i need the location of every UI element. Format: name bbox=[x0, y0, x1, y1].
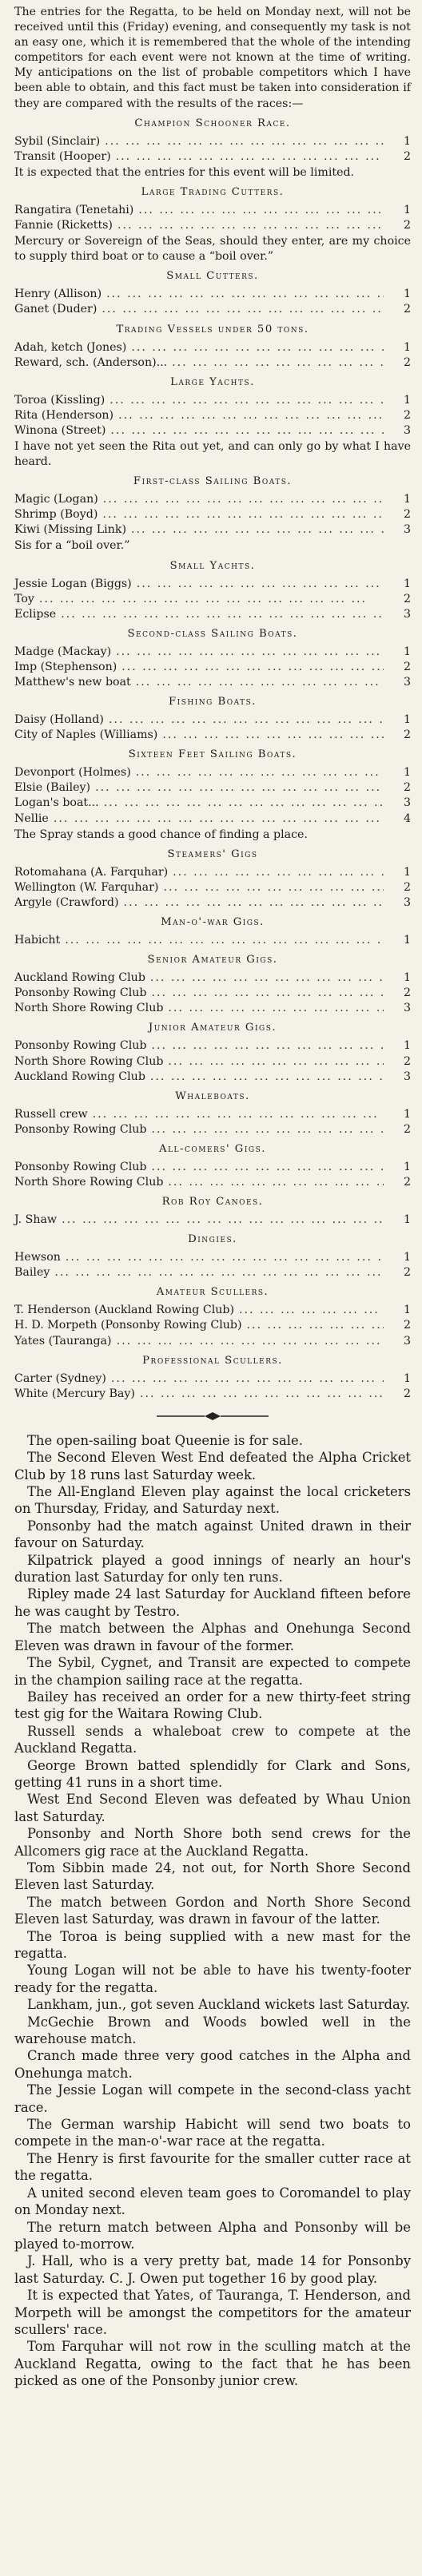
leader-dots bbox=[102, 287, 384, 302]
entry-row bbox=[14, 1070, 411, 1085]
entry-place: 3 bbox=[403, 796, 411, 810]
entry-name: H. D. Morpeth (Ponsonby Rowing Club) bbox=[14, 1319, 242, 1332]
entry-name: Auckland Rowing Club bbox=[14, 971, 145, 985]
entry-name: Transit (Hooper) bbox=[14, 149, 111, 163]
entry-row bbox=[14, 134, 411, 149]
news-item: The open-sailing boat Queenie is for sale. bbox=[27, 1432, 303, 1448]
entry-row bbox=[14, 1175, 411, 1190]
news-item: A united second eleven team goes to Coromandel to play on Monday next. bbox=[14, 2185, 411, 2218]
news-item: J. Hall, who is a very pretty bat, made 14 for Ponsonby last Saturday. C. J. Owen put together 16 by good play. bbox=[14, 2253, 411, 2286]
news-item: McGechie Brown and Woods bowled well in the warehouse match. bbox=[14, 2014, 411, 2047]
entry-row bbox=[14, 933, 411, 948]
entry-name: Toy bbox=[14, 592, 34, 605]
entry-name: Wellington (W. Farquhar) bbox=[14, 880, 159, 894]
entry-row bbox=[14, 796, 411, 811]
entry-place: 3 bbox=[403, 423, 411, 437]
entry-name: Bailey bbox=[14, 1266, 50, 1280]
section-heading: Small Cutters. bbox=[166, 270, 259, 283]
leader-dots bbox=[99, 796, 384, 811]
intro-paragraph: The entries for the Regatta, to be held on Monday next, will not be received until this (Friday) evening, and consequently my task is not an easy one, which it is remembered that the whole of the intending competitors for each event were not known at the time of writing. My anticipations on the list of probable competitors which I have been able to obtain, and this fact must be taken into consideration if they are compared with the results of the races:— bbox=[14, 6, 411, 110]
leader-dots bbox=[234, 1303, 384, 1318]
entry-place: 1 bbox=[403, 493, 411, 506]
entry-row bbox=[14, 1303, 411, 1318]
entry-row bbox=[14, 880, 411, 895]
entry-place: 2 bbox=[403, 508, 411, 522]
news-item: Tom Sibbin made 24, not out, for North Shore Second Eleven last Saturday. bbox=[14, 1860, 411, 1893]
leader-dots bbox=[126, 340, 384, 355]
entry-name: Adah, ketch (Jones) bbox=[14, 340, 127, 354]
leader-dots bbox=[126, 522, 384, 538]
entry-row bbox=[14, 1318, 411, 1333]
entry-place: 2 bbox=[403, 728, 411, 742]
leader-dots bbox=[56, 607, 384, 622]
entry-name: Hewson bbox=[14, 1251, 61, 1264]
news-item: It is expected that Yates, of Tauranga, T. Henderson, and Morpeth will be amongst the competitors for the amateur scullers' race. bbox=[14, 2288, 411, 2337]
entry-place: 3 bbox=[403, 895, 411, 909]
news-item: Kilpatrick played a good innings of nearly an hour's duration last Saturday for only ten runs. bbox=[14, 1552, 411, 1586]
leader-dots bbox=[242, 1318, 384, 1333]
section-heading: Second-class Sailing Boats. bbox=[127, 627, 298, 640]
entry-place: 1 bbox=[403, 203, 411, 216]
section-note: I have not yet seen the Rita out yet, and can only go by what I have heard. bbox=[14, 439, 411, 469]
entry-row bbox=[14, 1038, 411, 1054]
entry-place: 2 bbox=[403, 986, 411, 1000]
section-heading: Small Yachts. bbox=[169, 559, 256, 572]
leader-dots bbox=[146, 986, 384, 1001]
entry-row bbox=[14, 423, 411, 439]
entry-place: 3 bbox=[403, 676, 411, 689]
leader-dots bbox=[145, 1070, 384, 1085]
entry-name: Magic (Logan) bbox=[14, 493, 98, 506]
ornament-rule-icon bbox=[157, 1411, 269, 1421]
entry-place: 2 bbox=[403, 1266, 411, 1280]
news-item: The return match between Alpha and Ponsonby will be played to-morrow. bbox=[14, 2219, 411, 2252]
entry-place: 2 bbox=[403, 1054, 411, 1068]
leader-dots bbox=[163, 1175, 384, 1190]
section-heading: All-comers' Gigs. bbox=[159, 1142, 266, 1155]
entry-name: Daisy (Holland) bbox=[14, 713, 104, 727]
leader-dots bbox=[113, 218, 384, 233]
leader-dots bbox=[88, 1107, 384, 1122]
entry-row bbox=[14, 986, 411, 1001]
entry-name: Ponsonby Rowing Club bbox=[14, 1039, 147, 1053]
entry-place: 2 bbox=[403, 1387, 411, 1400]
entry-place: 1 bbox=[403, 1371, 411, 1385]
entry-place: 3 bbox=[403, 1334, 411, 1348]
entry-name: Eclipse bbox=[14, 607, 57, 621]
entry-row bbox=[14, 728, 411, 743]
section-heading: Champion Schooner Race. bbox=[134, 117, 291, 129]
entry-place: 4 bbox=[403, 812, 411, 825]
entry-place: 1 bbox=[403, 645, 411, 658]
news-item: Tom Farquhar will not row in the sculling match at the Auckland Regatta, owing to the fact that he has been picked as one of the Ponsonby junior crew. bbox=[14, 2339, 411, 2389]
entry-row bbox=[14, 812, 411, 827]
news-item: Lankham, jun., got seven Auckland wickets last Saturday. bbox=[27, 1997, 411, 2013]
leader-dots bbox=[146, 1122, 384, 1137]
news-item: The match between Gordon and North Shore Second Eleven last Saturday, was drawn in favour of the latter. bbox=[14, 1894, 411, 1927]
column-divider bbox=[14, 1411, 411, 1421]
entry-place: 3 bbox=[403, 1070, 411, 1083]
section-note: Sis for a “boil over.” bbox=[14, 539, 130, 553]
leader-dots bbox=[106, 423, 384, 439]
leader-dots bbox=[98, 492, 384, 507]
entry-name: Devonport (Holmes) bbox=[14, 766, 131, 780]
entry-row bbox=[14, 355, 411, 371]
entry-row bbox=[14, 149, 411, 165]
section-heading: Large Trading Cutters. bbox=[141, 185, 285, 198]
entry-row bbox=[14, 203, 411, 218]
section-heading: Fishing Boats. bbox=[169, 696, 257, 708]
sporting-notes bbox=[14, 1432, 411, 2390]
leader-dots bbox=[106, 1371, 384, 1387]
leader-dots bbox=[145, 970, 384, 986]
leader-dots bbox=[105, 393, 384, 408]
leader-dots bbox=[146, 1038, 384, 1054]
leader-dots bbox=[60, 933, 384, 948]
entry-row bbox=[14, 1250, 411, 1265]
entry-name: Habicht bbox=[14, 934, 61, 947]
leader-dots bbox=[117, 660, 384, 675]
entry-name: Ganet (Duder) bbox=[14, 303, 98, 316]
entry-place: 1 bbox=[403, 766, 411, 780]
entry-place: 2 bbox=[403, 781, 411, 795]
leader-dots bbox=[131, 765, 384, 780]
section-note: It is expected that the entries for this event will be limited. bbox=[14, 165, 355, 179]
leader-dots bbox=[146, 1160, 384, 1175]
news-item: The match between the Alphas and Onehunga Second Eleven was drawn in favour of the former. bbox=[14, 1621, 411, 1653]
entry-place: 2 bbox=[403, 355, 411, 369]
entry-place: 1 bbox=[403, 1107, 411, 1121]
entry-name: North Shore Rowing Club bbox=[14, 1002, 164, 1015]
section-heading: Dingies. bbox=[188, 1233, 237, 1246]
entry-place: 1 bbox=[403, 1304, 411, 1317]
section-heading: Professional Scullers. bbox=[142, 1354, 283, 1367]
entry-place: 1 bbox=[403, 865, 411, 879]
entry-row bbox=[14, 712, 411, 728]
entry-row bbox=[14, 408, 411, 423]
entry-name: Fannie (Ricketts) bbox=[14, 219, 113, 232]
entry-place: 2 bbox=[403, 660, 411, 673]
news-item: The Henry is first favourite for the smaller cutter race at the regatta. bbox=[14, 2150, 411, 2184]
leader-dots bbox=[111, 645, 384, 660]
leader-dots bbox=[167, 355, 384, 371]
entry-name: North Shore Rowing Club bbox=[14, 1175, 164, 1189]
entry-name: Ponsonby Rowing Club bbox=[14, 1122, 147, 1136]
news-item: The All-England Eleven play against the local cricketers on Thursday, Friday, and Saturday next. bbox=[14, 1484, 411, 1517]
entry-name: Madge (Mackay) bbox=[14, 645, 112, 658]
section-note: The Spray stands a good chance of finding a place. bbox=[14, 828, 308, 841]
news-item: Russell sends a whaleboat crew to compete at the Auckland Regatta. bbox=[14, 1723, 411, 1756]
entry-place: 1 bbox=[403, 1039, 411, 1053]
news-item: George Brown batted splendidly for Clark and Sons, getting 41 runs in a short time. bbox=[14, 1757, 411, 1790]
entry-row bbox=[14, 1213, 411, 1228]
entry-row bbox=[14, 645, 411, 660]
entry-place: 2 bbox=[403, 408, 411, 422]
entry-place: 1 bbox=[403, 1251, 411, 1264]
entry-row bbox=[14, 1160, 411, 1175]
entry-name: Kiwi (Missing Link) bbox=[14, 523, 126, 537]
news-item: Ripley made 24 last Saturday for Auckland fifteen before he was caught by Testro. bbox=[14, 1586, 411, 1619]
leader-dots bbox=[168, 865, 384, 880]
section-note: Mercury or Sovereign of the Seas, should they enter, are my choice to supply third boat or to cause a “boil over.” bbox=[14, 235, 411, 264]
entry-name: White (Mercury Bay) bbox=[14, 1387, 135, 1400]
leader-dots bbox=[90, 780, 384, 796]
entry-row bbox=[14, 393, 411, 408]
entry-place: 1 bbox=[403, 134, 411, 148]
entry-place: 2 bbox=[403, 1319, 411, 1332]
entry-row bbox=[14, 895, 411, 911]
entry-name: Ponsonby Rowing Club bbox=[14, 1160, 147, 1173]
entry-row bbox=[14, 1265, 411, 1280]
leader-dots bbox=[163, 1001, 384, 1016]
entry-name: J. Shaw bbox=[14, 1213, 58, 1227]
section-heading: First-class Sailing Boats. bbox=[133, 475, 293, 488]
entry-place: 1 bbox=[403, 577, 411, 590]
section-heading: Sixteen Feet Sailing Boats. bbox=[128, 748, 297, 761]
news-item: West End Second Eleven was defeated by Whau Union last Saturday. bbox=[14, 1792, 411, 1824]
entry-name: Nellie bbox=[14, 812, 49, 825]
news-item: Ponsonby had the match against United drawn in their favour on Saturday. bbox=[14, 1518, 411, 1551]
entry-row bbox=[14, 660, 411, 675]
leader-dots bbox=[50, 1265, 384, 1280]
entry-row bbox=[14, 607, 411, 622]
entry-row bbox=[14, 1054, 411, 1070]
section-heading: Man-o'-war Gigs. bbox=[161, 916, 265, 929]
entry-name: Sybil (Sinclair) bbox=[14, 134, 101, 148]
entry-row bbox=[14, 287, 411, 302]
leader-dots bbox=[135, 1387, 384, 1402]
entry-row bbox=[14, 1371, 411, 1387]
entry-row bbox=[14, 1001, 411, 1016]
leader-dots bbox=[112, 1334, 384, 1349]
entry-name: Jessie Logan (Biggs) bbox=[14, 577, 132, 590]
entry-place: 3 bbox=[403, 523, 411, 537]
section-heading: Rob Roy Canoes. bbox=[161, 1196, 264, 1209]
entry-name: Reward, sch. (Anderson)... bbox=[14, 355, 168, 369]
entry-row bbox=[14, 865, 411, 880]
news-item: The Sybil, Cygnet, and Transit are expected to compete in the champion sailing race at the regatta. bbox=[14, 1655, 411, 1688]
entry-row bbox=[14, 970, 411, 986]
entry-place: 2 bbox=[403, 303, 411, 316]
entry-name: Toroa (Kissling) bbox=[14, 393, 106, 407]
leader-dots bbox=[34, 592, 384, 607]
section-heading: Amateur Scullers. bbox=[156, 1286, 269, 1299]
section-heading: Senior Amateur Gigs. bbox=[147, 954, 278, 966]
leader-dots bbox=[100, 134, 384, 149]
entry-place: 3 bbox=[403, 607, 411, 621]
entry-name: Elsie (Bailey) bbox=[14, 781, 91, 795]
entry-place: 1 bbox=[403, 340, 411, 354]
news-item: The Jessie Logan will compete in the second-class yacht race. bbox=[14, 2082, 411, 2115]
leader-dots bbox=[113, 408, 384, 423]
entry-row bbox=[14, 218, 411, 233]
leader-dots bbox=[111, 149, 384, 165]
entry-row bbox=[14, 1107, 411, 1122]
leader-dots bbox=[104, 712, 384, 728]
entry-name: Rita (Henderson) bbox=[14, 408, 114, 422]
entry-place: 3 bbox=[403, 1002, 411, 1015]
entry-place: 1 bbox=[403, 393, 411, 407]
leader-dots bbox=[157, 728, 384, 743]
entry-place: 2 bbox=[403, 1122, 411, 1136]
entry-row bbox=[14, 675, 411, 690]
news-item: The Second Eleven West End defeated the Alpha Cricket Club by 18 runs last Saturday week. bbox=[14, 1450, 411, 1482]
entry-name: Yates (Tauranga) bbox=[14, 1334, 112, 1348]
entry-place: 2 bbox=[403, 1175, 411, 1189]
entry-name: Matthew's new boat bbox=[14, 676, 131, 689]
section-heading: Junior Amateur Gigs. bbox=[148, 1022, 277, 1034]
leader-dots bbox=[163, 1054, 384, 1070]
leader-dots bbox=[158, 880, 384, 895]
entry-place: 1 bbox=[403, 1213, 411, 1227]
entry-row bbox=[14, 592, 411, 607]
leader-dots bbox=[131, 675, 384, 690]
entry-row bbox=[14, 302, 411, 317]
leader-dots bbox=[97, 302, 384, 317]
entry-name: Shrimp (Boyd) bbox=[14, 508, 98, 522]
entry-name: Imp (Stephenson) bbox=[14, 660, 117, 673]
section-heading: Whaleboats. bbox=[175, 1090, 250, 1102]
entry-place: 2 bbox=[403, 592, 411, 605]
entry-row bbox=[14, 507, 411, 522]
leader-dots bbox=[133, 203, 384, 218]
leader-dots bbox=[57, 1213, 384, 1228]
entry-place: 1 bbox=[403, 971, 411, 985]
entry-row bbox=[14, 1387, 411, 1402]
entry-place: 1 bbox=[403, 288, 411, 301]
entry-place: 1 bbox=[403, 1160, 411, 1173]
entry-name: T. Henderson (Auckland Rowing Club) bbox=[14, 1304, 234, 1317]
entry-name: City of Naples (Williams) bbox=[14, 728, 158, 742]
entry-name: Logan's boat... bbox=[14, 796, 99, 810]
leader-dots bbox=[132, 577, 384, 592]
entry-name: North Shore Rowing Club bbox=[14, 1054, 164, 1068]
leader-dots bbox=[119, 895, 384, 911]
entry-name: Ponsonby Rowing Club bbox=[14, 986, 147, 1000]
news-item: The Toroa is being supplied with a new mast for the regatta. bbox=[14, 1928, 411, 1961]
news-item: Young Logan will not be able to have his twenty-footer ready for the regatta. bbox=[14, 1963, 411, 1995]
section-heading: Large Yachts. bbox=[170, 375, 255, 388]
leader-dots bbox=[49, 812, 384, 827]
entry-name: Winona (Street) bbox=[14, 423, 106, 437]
entry-row bbox=[14, 1122, 411, 1137]
section-heading: Steamers' Gigs bbox=[167, 847, 258, 860]
entry-place: 1 bbox=[403, 934, 411, 947]
news-item: Cranch made three very good catches in the Alpha and Onehunga match. bbox=[14, 2048, 411, 2081]
entry-name: Henry (Allison) bbox=[14, 288, 102, 301]
news-item: Bailey has received an order for a new thirty-feet string test gig for the Waitara Rowing Club. bbox=[14, 1689, 411, 1722]
entry-name: Carter (Sydney) bbox=[14, 1371, 106, 1385]
entry-place: 1 bbox=[403, 713, 411, 727]
entry-row bbox=[14, 340, 411, 355]
leader-dots bbox=[98, 507, 384, 522]
entry-name: Auckland Rowing Club bbox=[14, 1070, 145, 1083]
news-item: The German warship Habicht will send two boats to compete in the man-o'-war race at the regatta. bbox=[14, 2117, 411, 2149]
entry-place: 2 bbox=[403, 149, 411, 163]
entry-row bbox=[14, 492, 411, 507]
news-item: Ponsonby and North Shore both send crews for the Allcomers gig race at the Auckland Regatta. bbox=[14, 1826, 411, 1859]
entry-name: Argyle (Crawford) bbox=[14, 895, 119, 909]
entry-row bbox=[14, 522, 411, 538]
regatta-anticipations bbox=[14, 116, 411, 1402]
section-heading: Trading Vessels under 50 tons. bbox=[116, 323, 309, 335]
entry-name: Russell crew bbox=[14, 1107, 88, 1121]
entry-name: Rangatira (Tenetahi) bbox=[14, 203, 134, 216]
entry-place: 2 bbox=[403, 880, 411, 894]
entry-place: 2 bbox=[403, 219, 411, 232]
entry-row bbox=[14, 765, 411, 780]
entry-name: Rotomahana (A. Farquhar) bbox=[14, 865, 169, 879]
leader-dots bbox=[61, 1250, 384, 1265]
entry-row bbox=[14, 1334, 411, 1349]
entry-row bbox=[14, 577, 411, 592]
entry-row bbox=[14, 780, 411, 796]
